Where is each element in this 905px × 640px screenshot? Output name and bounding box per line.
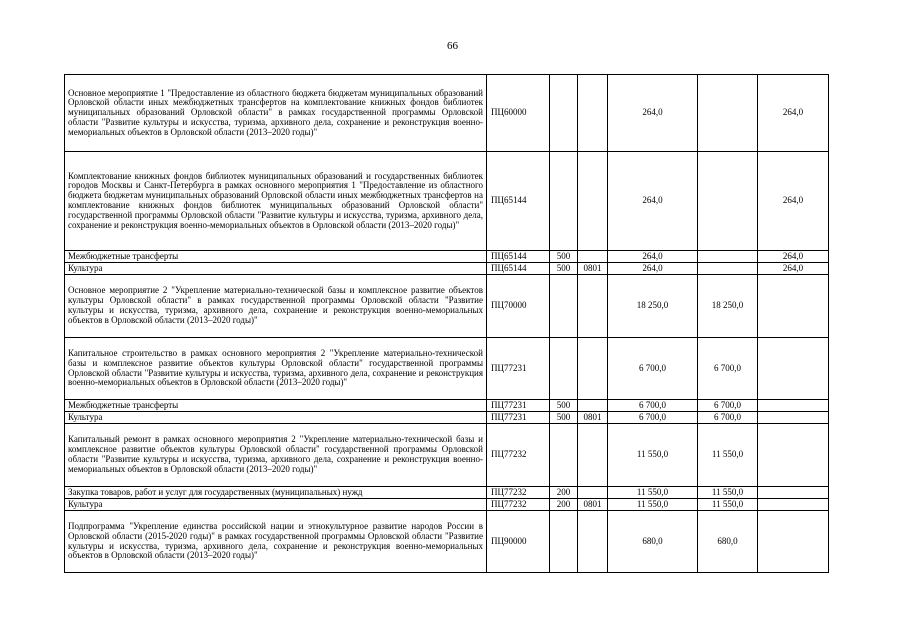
row-vr: 500 <box>550 263 578 275</box>
row-rz <box>578 511 608 573</box>
row-vr: 500 <box>550 251 578 263</box>
row-rz: 0801 <box>578 412 608 424</box>
row-sum2 <box>698 251 758 263</box>
row-sum1: 6 700,0 <box>608 338 698 400</box>
row-rz <box>578 400 608 412</box>
row-rz <box>578 75 608 152</box>
row-name: Основное мероприятие 1 "Предоставление из областного бюджета бюджетам муниципальных образований Орловской области иных межбюджетных трансфертов на комплектование книжных фондов библиотек муниципальных образований Орловской области" в рамках государственной программы Орловской области "Развитие культуры и искусства, туризма, архивного дела, сохранение и реконструкция военно-мемориальных объектов в Орловской области (2013–2020 годы)" <box>65 75 487 152</box>
row-sum1: 18 250,0 <box>608 275 698 338</box>
row-sum1: 11 550,0 <box>608 499 698 511</box>
row-sum2 <box>698 75 758 152</box>
row-name: Культура <box>65 412 487 424</box>
row-sum3 <box>758 511 829 573</box>
row-code: ПЦ77231 <box>487 412 550 424</box>
table-row <box>65 511 829 573</box>
row-name: Межбюджетные трансферты <box>65 400 487 412</box>
row-sum3: 264,0 <box>758 251 829 263</box>
row-sum2 <box>698 152 758 251</box>
table-row <box>65 487 829 499</box>
table-row <box>65 338 829 400</box>
row-code: ПЦ90000 <box>487 511 550 573</box>
row-rz <box>578 152 608 251</box>
row-sum3 <box>758 275 829 338</box>
row-sum2: 11 550,0 <box>698 424 758 487</box>
row-vr: 200 <box>550 487 578 499</box>
row-sum2: 680,0 <box>698 511 758 573</box>
row-code: ПЦ60000 <box>487 75 550 152</box>
row-sum3: 264,0 <box>758 152 829 251</box>
row-sum1: 11 550,0 <box>608 424 698 487</box>
row-rz: 0801 <box>578 263 608 275</box>
row-code: ПЦ70000 <box>487 275 550 338</box>
row-sum2 <box>698 263 758 275</box>
row-code: ПЦ77232 <box>487 499 550 511</box>
row-sum2: 11 550,0 <box>698 499 758 511</box>
row-vr: 500 <box>550 400 578 412</box>
row-sum2: 6 700,0 <box>698 400 758 412</box>
row-name: Капитальное строительство в рамках основного мероприятия 2 "Укрепление материально-технической базы и комплексное развитие объектов культуры Орловской области" государственной программы Орловской области "Развитие культуры и искусства, туризма, архивного дела, сохранение и реконструкция военно-мемориальных объектов в Орловской области (2013–2020 годы)" <box>65 338 487 400</box>
row-name: Подпрограмма "Укрепление единства российской нации и этнокультурное развитие народов России в Орловской области (2015-2020 годы)" в рамках государственной программы Орловской области "Развитие культуры и искусства, туризма, архивного дела, сохранение и реконструкция военно-мемориальных объектов в Орловской области (2013–2020 годы)" <box>65 511 487 573</box>
table-row <box>65 263 829 275</box>
row-name: Межбюджетные трансферты <box>65 251 487 263</box>
row-vr: 500 <box>550 412 578 424</box>
row-vr <box>550 511 578 573</box>
row-sum3: 264,0 <box>758 263 829 275</box>
row-sum2: 6 700,0 <box>698 338 758 400</box>
row-sum1: 264,0 <box>608 152 698 251</box>
row-sum3 <box>758 487 829 499</box>
row-sum1: 264,0 <box>608 263 698 275</box>
row-sum2: 11 550,0 <box>698 487 758 499</box>
row-sum1: 680,0 <box>608 511 698 573</box>
table-row <box>65 412 829 424</box>
row-sum3 <box>758 499 829 511</box>
table-row <box>65 75 829 152</box>
row-code: ПЦ77231 <box>487 338 550 400</box>
row-sum1: 264,0 <box>608 251 698 263</box>
row-sum1: 6 700,0 <box>608 400 698 412</box>
row-sum1: 11 550,0 <box>608 487 698 499</box>
row-name: Культура <box>65 499 487 511</box>
row-sum2: 6 700,0 <box>698 412 758 424</box>
row-code: ПЦ77232 <box>487 424 550 487</box>
row-sum3 <box>758 424 829 487</box>
row-name: Комплектование книжных фондов библиотек муниципальных образований и государственных библиотек городов Москвы и Санкт-Петербурга в рамках основного мероприятия 1 "Предоставление из областного бюджета бюджетам муниципальных образований Орловской области иных межбюджетных трансфертов на комплектование книжных фондов библиотек муниципальных образований Орловской области" государственной программы Орловской области "Развитие культуры и искусства, туризма, архивного дела, сохранение и реконструкция военно-мемориальных объектов в Орловской области (2013–2020 годы)" <box>65 152 487 251</box>
row-name: Закупка товаров, работ и услуг для государственных (муниципальных) нужд <box>65 487 487 499</box>
table-row <box>65 424 829 487</box>
row-sum1: 6 700,0 <box>608 412 698 424</box>
table-row <box>65 152 829 251</box>
page-number: 66 <box>447 40 458 52</box>
table-row <box>65 251 829 263</box>
row-sum3: 264,0 <box>758 75 829 152</box>
row-rz <box>578 487 608 499</box>
row-vr <box>550 338 578 400</box>
row-vr <box>550 424 578 487</box>
row-code: ПЦ65144 <box>487 152 550 251</box>
row-rz <box>578 424 608 487</box>
row-code: ПЦ65144 <box>487 263 550 275</box>
table-row <box>65 275 829 338</box>
row-rz: 0801 <box>578 499 608 511</box>
row-sum2: 18 250,0 <box>698 275 758 338</box>
row-rz <box>578 338 608 400</box>
row-vr: 200 <box>550 499 578 511</box>
row-name: Основное мероприятие 2 "Укрепление материально-технической базы и комплексное развитие объектов культуры Орловской области" в рамках государственной программы Орловской области "Развитие культуры и искусства, туризма, архивного дела, сохранение и реконструкция военно-мемориальных объектов в Орловской области (2013–2020 годы)" <box>65 275 487 338</box>
row-sum3 <box>758 400 829 412</box>
row-code: ПЦ77232 <box>487 487 550 499</box>
budget-table <box>64 74 829 573</box>
row-vr <box>550 75 578 152</box>
row-name: Культура <box>65 263 487 275</box>
row-code: ПЦ77231 <box>487 400 550 412</box>
row-sum3 <box>758 412 829 424</box>
row-code: ПЦ65144 <box>487 251 550 263</box>
table-row <box>65 400 829 412</box>
row-vr <box>550 275 578 338</box>
row-vr <box>550 152 578 251</box>
row-name: Капитальный ремонт в рамках основного мероприятия 2 "Укрепление материально-технической базы и комплексное развитие объектов культуры Орловской области" государственной программы Орловской области "Развитие культуры и искусства, туризма, архивного дела, сохранение и реконструкция военно-мемориальных объектов в Орловской области (2013–2020 годы)" <box>65 424 487 487</box>
row-rz <box>578 275 608 338</box>
row-rz <box>578 251 608 263</box>
row-sum1: 264,0 <box>608 75 698 152</box>
row-sum3 <box>758 338 829 400</box>
table-row <box>65 499 829 511</box>
